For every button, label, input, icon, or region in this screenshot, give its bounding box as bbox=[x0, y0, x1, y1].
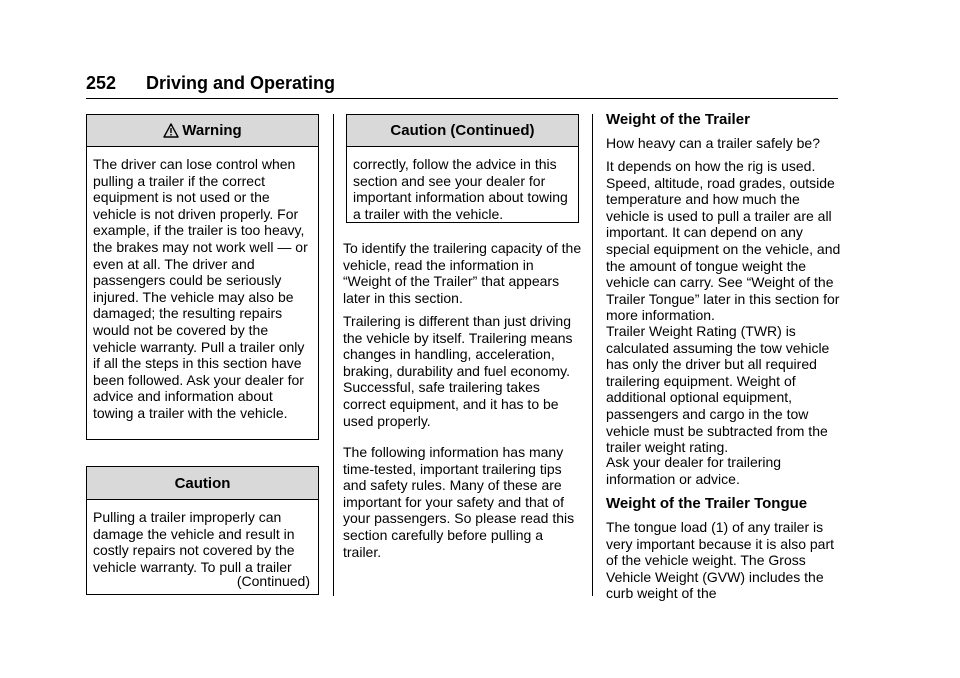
section-title: Driving and Operating bbox=[146, 73, 336, 93]
warning-box bbox=[86, 114, 319, 440]
paragraph-tongue-load: The tongue load (1) of any trailer is very important because it is also part of the vehicle weight. The Gross Vehicle Weight (GVW) includes the curb weight of the bbox=[606, 519, 834, 602]
paragraph-how-heavy: How heavy can a trailer safely be? bbox=[606, 135, 820, 151]
caution-continued-title: Caution (Continued) bbox=[390, 122, 535, 139]
caution-continued-header bbox=[347, 115, 578, 147]
paragraph-trailering-difference: Trailering is different than just driving the vehicle by itself. Trailering means changes in handling, acceleration, braking, durability and fuel economy. Successful, safe trailering takes correct equipment, and it has to be used properly. bbox=[343, 313, 573, 429]
caution-text: Pulling a trailer improperly can damage the vehicle and result in costly repairs not covered by the vehicle warranty. To pull a trailer bbox=[93, 509, 295, 575]
heading-weight-of-trailer: Weight of the Trailer bbox=[606, 111, 750, 128]
caution-continued-box bbox=[346, 114, 579, 223]
page-header bbox=[86, 70, 838, 100]
continued-label: (Continued) bbox=[236, 573, 310, 589]
column-divider-right bbox=[592, 114, 593, 596]
page-number: 252 bbox=[86, 73, 117, 93]
paragraph-trailering-tips: The following information has many time-tested, important trailering tips and safety rules. Many of these are important for your safety and that of your passengers. So please read this section carefully before pulling a trailer. bbox=[343, 444, 575, 560]
caution-box-header bbox=[87, 467, 318, 500]
paragraph-twr: Trailer Weight Rating (TWR) is calculated assuming the tow vehicle has only the driver but all required trailering equipment. Weight of additional optional equipment, passengers and cargo in the tow vehicle must be subtracted from the trailer weight rating. bbox=[606, 323, 830, 456]
warning-triangle-icon bbox=[163, 118, 179, 150]
caution-continued-text: correctly, follow the advice in this section and see your dealer for important information about towing a trailer with the vehicle. bbox=[353, 156, 568, 222]
paragraph-ask-dealer: Ask your dealer for trailering information or advice. bbox=[606, 454, 782, 487]
header-rule bbox=[86, 98, 838, 99]
warning-title: Warning bbox=[182, 122, 242, 139]
warning-box-header bbox=[87, 115, 318, 147]
column-divider-left bbox=[333, 114, 334, 596]
warning-text: The driver can lose control when pulling a trailer if the correct equipment is not used or the vehicle is not driven properly. For example, if the trailer is too heavy, the brakes may not work well — or even at all. The driver and passengers could be seriously injured. The vehicle may also be damaged; the resulting repairs would not be covered by the vehicle warranty. Pull a trailer only if all the steps in this section have been followed. Ask your dealer for advice and information about towing a trailer with the vehicle. bbox=[93, 156, 308, 421]
heading-weight-of-trailer-tongue: Weight of the Trailer Tongue bbox=[606, 495, 808, 512]
paragraph-trailering-capacity: To identify the trailering capacity of the vehicle, read the information in “Weight of the Trailer” that appears later in this section. bbox=[343, 240, 582, 306]
paragraph-depends: It depends on how the rig is used. Speed, altitude, road grades, outside temperature and how much the vehicle is used to pull a trailer are all important. It can depend on any special equipment on the vehicle, and the amount of tongue weight the vehicle can carry. See “Weight of the Trailer Tongue” later in this section for more information. bbox=[606, 158, 841, 324]
caution-box bbox=[86, 466, 319, 595]
caution-title: Caution bbox=[174, 475, 231, 492]
